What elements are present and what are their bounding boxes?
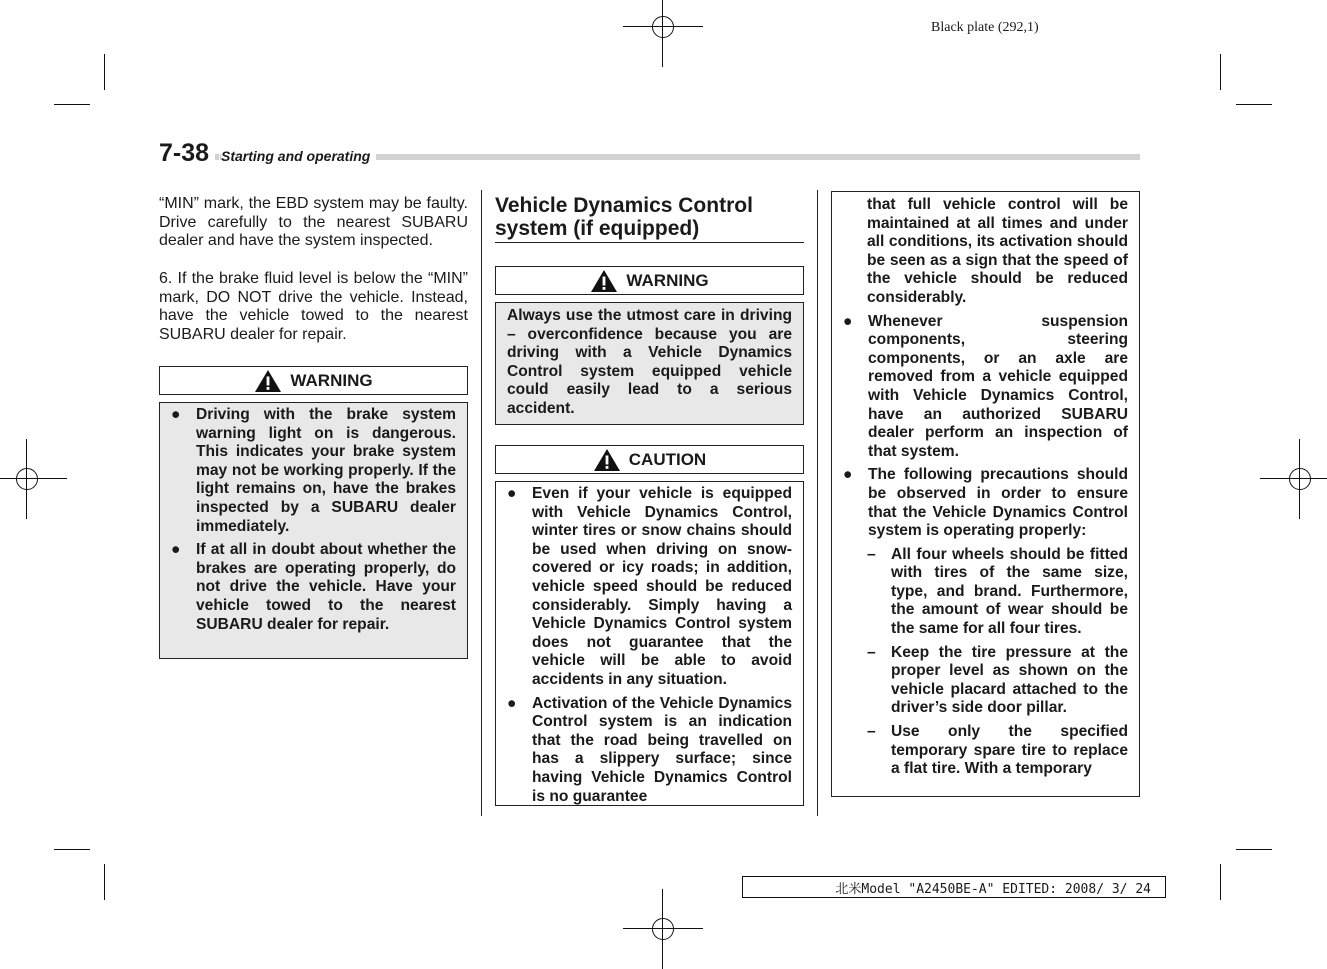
crop-mark [54,104,90,105]
caution-box [495,481,804,806]
sub-item-text: All four wheels should be fitted with tires of the same size, type, and brand. Furthermore, the amount of wear should be the same for all four tires. [891,545,1128,638]
list-item: ● Activation of the Vehicle Dynamics Control system is an indication that the road being travelled on has a slippery surface; since having Vehicle Dynamics Control is no guarantee [507,694,792,805]
list-item: ● Even if your vehicle is equipped with Vehicle Dynamics Control, winter tires or snow chains should be used when driving on snow-covered or icy roads; in addition, vehicle speed should be reduced considerably. Simply having a Vehicle Dynamics Control system does not guarantee that the vehicle will be able to avoid accidents in any situation. [507,485,792,688]
warning-label: WARNING [290,370,373,390]
caution-item-text: Even if your vehicle is equipped with Vehicle Dynamics Control, winter tires or snow chains should be used when driving on snow-covered or icy roads; in addition, vehicle speed should be reduced considerably. Simply having a Vehicle Dynamics Control system does not guarantee that the vehicle will be able to avoid accidents in any situation. [532,485,792,688]
sub-list-item: – All four wheels should be fitted with tires of the same size, type, and brand. Furthermore, the amount of wear should be the same for all four tires. [867,545,1128,638]
registration-mark [643,7,683,47]
crop-mark [1236,849,1272,850]
warning-label: WARNING [626,270,709,290]
crop-mark [1220,54,1221,90]
warning-item-text: If at all in doubt about whether the brakes are operating properly, do not drive the vehicle. Have your vehicle towed to the nearest SUBARU dealer for repair. [196,541,456,633]
warning-text: Always use the utmost care in driving – overconfidence because you are driving with a Vehicle Dynamics Control system equipped vehicle could easily lead to a serious accident. [507,307,792,417]
sub-list-item: – Keep the tire pressure at the proper level as shown on the vehicle placard attached to the driver’s side door pillar. [867,643,1128,717]
footer-text: 北米Model "A2450BE-A" EDITED: 2008/ 3/ 24 [835,881,1151,897]
warning-triangle-icon [254,369,282,393]
warning-item-text: Driving with the brake system warning light on is dangerous. This indicates your brake system may not be working properly. If the light remains on, have the brakes inspected by a SUBARU dealer immediately. [196,406,456,535]
list-item: ● Driving with the brake system warning light on is dangerous. This indicates your brake system may not be working properly. If the light remains on, have the brakes inspected by a SUBARU dealer immediately. [171,406,456,535]
page-number: 7-38 [159,139,215,168]
section-title: Starting and operating [221,148,376,164]
warning-header [159,366,468,395]
warning-triangle-icon [590,269,618,293]
step-6-paragraph: 6. If the brake fluid level is below the “MIN” mark, DO NOT drive the vehicle. Instead, have the vehicle towed to the nearest SUBARU dealer for repair. [159,270,468,343]
crop-mark [1236,104,1272,105]
warning-box [159,402,468,659]
column-divider [481,190,482,816]
column-divider [817,190,818,816]
crop-mark [104,864,105,900]
registration-mark [1280,459,1320,499]
caution-label: CAUTION [628,449,707,469]
list-item: ● Whenever suspension components, steering components, or an axle are removed from a vehicle equipped with Vehicle Dynamics Control, have an authorized SUBARU dealer perform an inspection of that system. [843,312,1128,460]
caution-item-text: The following precautions should be observed in order to ensure that the Vehicle Dynamics Control system is operating properly: [868,466,1128,540]
caution-header [495,445,804,474]
heading-line: system (if equipped) [495,217,700,240]
warning-box [495,302,804,425]
crop-mark [104,54,105,90]
warning-header [495,266,804,295]
registration-mark [7,459,47,499]
caution-triangle-icon [593,448,621,472]
caution-item-text: Activation of the Vehicle Dynamics Control system is an indication that the road being travelled on has a slippery surface; since having Vehicle Dynamics Control is no guarantee [532,694,792,805]
list-item: ● The following precautions should be observed in order to ensure that the Vehicle Dynamics Control system is operating properly: [843,466,1128,540]
sub-item-text: Use only the specified temporary spare tire to replace a flat tire. With a temporary [891,723,1128,778]
sub-item-text: Keep the tire pressure at the proper level as shown on the vehicle placard attached to the driver’s side door pillar. [891,643,1128,717]
list-item: ● If at all in doubt about whether the brakes are operating properly, do not drive the vehicle. Have your vehicle towed to the nearest SUBARU dealer for repair. [171,541,456,633]
crop-mark [54,849,90,850]
footer-edit-stamp [742,876,1166,898]
plate-label: Black plate (292,1) [931,20,1039,35]
registration-mark [643,909,683,949]
continued-text: that full vehicle control will be maintained at all times and under all conditions, its activation should be seen as a sign that the speed of the vehicle should be reduced considerably. [867,196,1128,306]
heading-line: Vehicle Dynamics Control [495,194,753,217]
crop-mark [1220,864,1221,900]
sub-list-item: – Use only the specified temporary spare tire to replace a flat tire. With a temporary [867,723,1128,778]
intro-paragraph: “MIN” mark, the EBD system may be faulty. Drive carefully to the nearest SUBARU dealer and have the system inspected. [159,195,468,250]
caution-item-text: Whenever suspension components, steering components, or an axle are removed from a vehicle equipped with Vehicle Dynamics Control, have an authorized SUBARU dealer perform an inspection of that system. [868,312,1128,460]
section-heading [495,194,753,240]
caution-box-continued [831,191,1140,797]
heading-underline [495,242,804,243]
